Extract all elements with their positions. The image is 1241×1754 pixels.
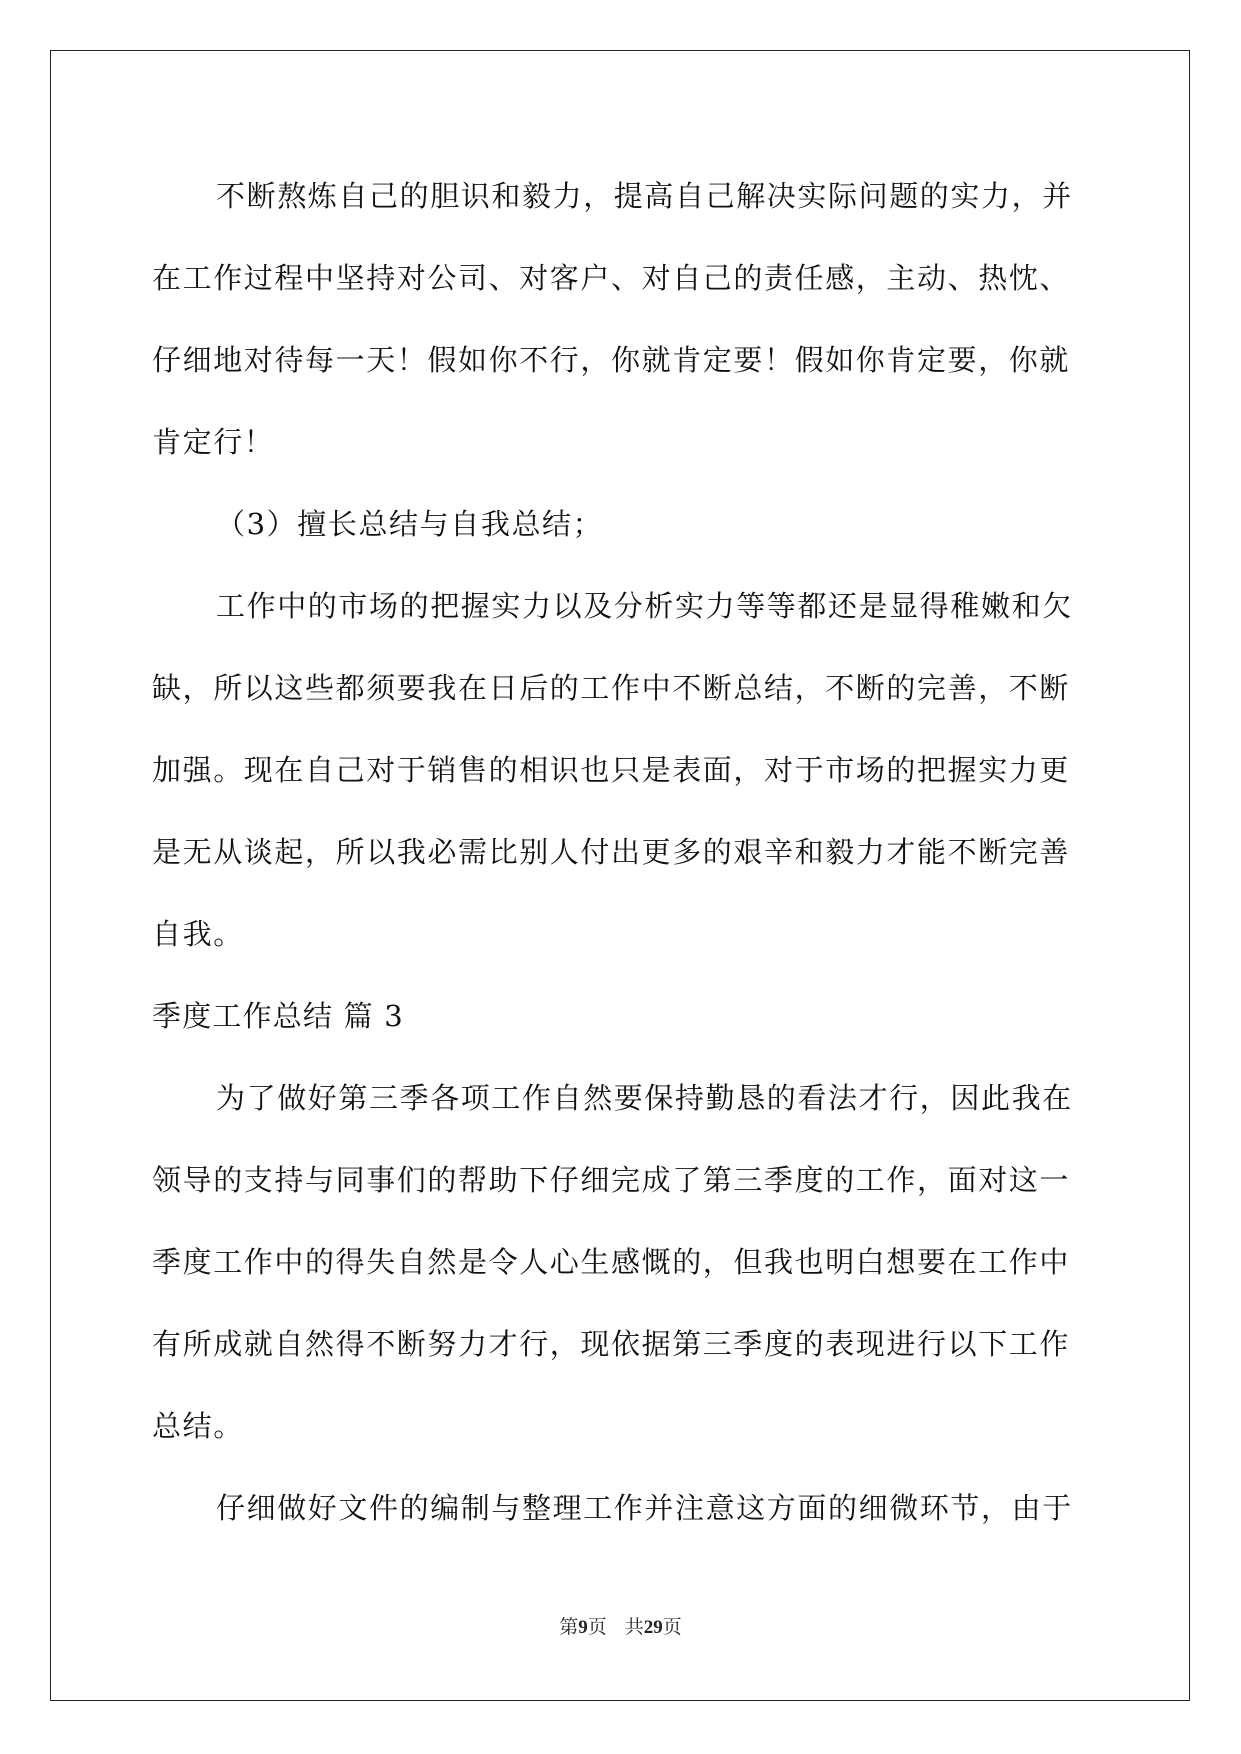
section-heading: 季度工作总结 篇 3	[152, 999, 404, 1033]
list-item-heading: （3）擅长总结与自我总结；	[216, 507, 604, 541]
document-body	[152, 155, 1090, 1549]
paragraph-line: 总结。	[152, 1409, 244, 1443]
paragraph-line: 季度工作中的得失自然是令人心生感慨的，但我也明白想要在工作中	[152, 1245, 1071, 1279]
paragraph-line: 有所成就自然得不断努力才行，现依据第三季度的表现进行以下工作	[152, 1327, 1071, 1361]
paragraph-line: 为了做好第三季各项工作自然要保持勤恳的看法才行，因此我在	[216, 1081, 1073, 1115]
footer-total-suffix: 页	[662, 1617, 682, 1638]
footer-total-prefix: 共	[624, 1617, 644, 1638]
current-page-number: 9	[578, 1617, 588, 1638]
paragraph-line: 加强。现在自己对于销售的相识也只是表面，对于市场的把握实力更	[152, 753, 1071, 787]
paragraph-line: 在工作过程中坚持对公司、对客户、对自己的责任感，主动、热忱、	[152, 261, 1071, 295]
paragraph-line: 工作中的市场的把握实力以及分析实力等等都还是显得稚嫩和欠	[216, 589, 1073, 623]
footer-page-suffix: 页	[587, 1617, 607, 1638]
paragraph-line: 仔细做好文件的编制与整理工作并注意这方面的细微环节，由于	[216, 1491, 1073, 1525]
paragraph-line: 自我。	[152, 917, 244, 951]
page-footer	[0, 1612, 1241, 1639]
paragraph-line: 仔细地对待每一天！假如你不行，你就肯定要！假如你肯定要，你就	[152, 343, 1071, 377]
paragraph-line: 是无从谈起，所以我必需比别人付出更多的艰辛和毅力才能不断完善	[152, 835, 1071, 869]
paragraph-line: 缺，所以这些都须要我在日后的工作中不断总结，不断的完善，不断	[152, 671, 1071, 705]
paragraph-line: 肯定行！	[152, 425, 275, 459]
total-page-number: 29	[643, 1617, 663, 1638]
footer-prefix: 第	[559, 1617, 579, 1638]
paragraph-line: 领导的支持与同事们的帮助下仔细完成了第三季度的工作，面对这一	[152, 1163, 1071, 1197]
paragraph-line: 不断熬炼自己的胆识和毅力，提高自己解决实际问题的实力，并	[216, 179, 1073, 213]
